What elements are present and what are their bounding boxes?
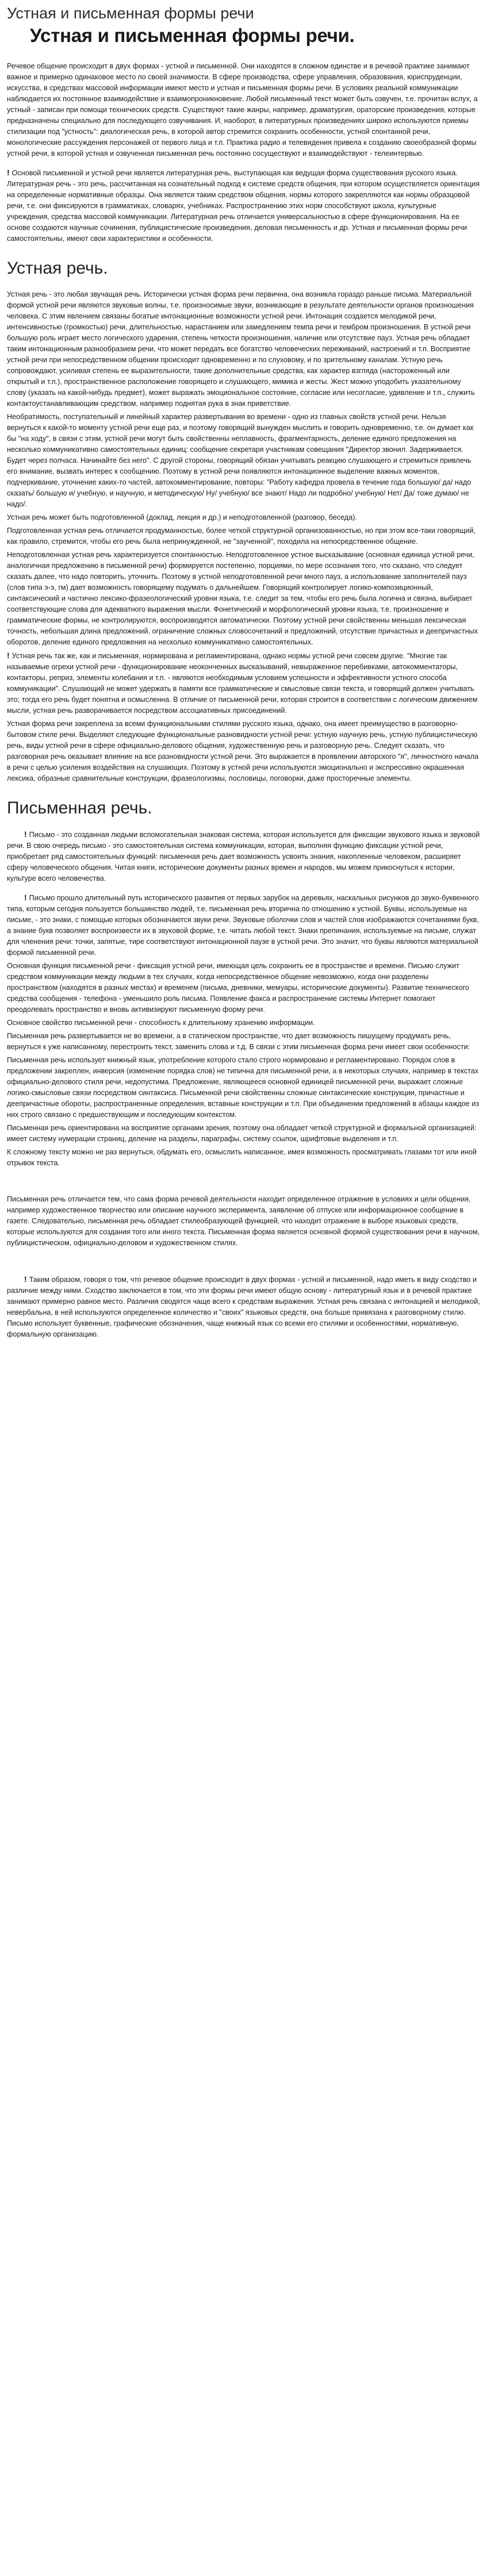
oral-paragraph-3: Устная речь может быть подготовленной (доклад, лекция и др.) и неподготовленной (разговор, беседа).	[7, 513, 357, 521]
exclamation-icon: !	[24, 893, 27, 902]
written-paragraph-6: Письменная речь использует книжный язык, употребление которого стало строго нормировано и регламентировано. Порядок слов в предложении закреплен, инверсия (изменение порядка слов) не типична для письменной речи, а в некоторых случаях, например в текстах официально-делового стиля речи, недопустима. Предложение, являющееся основной единицей письменной речи, выражает сложные логико-смысловые связи посредством синтаксиса. Письменной речи свойственны сложные синтаксические конструкции, причастные и деепричастные обороты, распространенные определения, вставные конструкции и т.п. При объединении предложений в абзацы каждое из них строго связано с предшествующим и последующим контекстом.	[7, 1056, 480, 1119]
written-paragraph-3: Основная функция письменной речи - фиксация устной речи, имеющая цель сохранить ее в пространстве и времени. Письмо служит средством коммуникации между людьми в тех случаях, когда непосредственное общение невозможно, когда они разделены пространством (находятся в разных местах) и временем (письма, дневники, мемуары, исторические документы). Развитие технического средства сообщения - телефона - уменьшило роль письма. Появление факса и распространение системы Интернет помогают преодолевать пространство и вновь активизируют письменную форму речи.	[7, 962, 469, 1013]
written-paragraph-10-text: Таким образом, говоря о том, что речевое общение происходит в двух формах - устной и письменной, надо иметь в виду сходство и различие между ними. Сходство заключается в том, что эти формы речи имеют общую основу - литературный язык и в речевой практике занимают примерно равное место. Различия сводятся чаще всего к средствам выражения. Устная речь связана с интонацией и мелодикой, невербальна, в ней используются определенное количество и "своих" языковых средств, она больше привязана к разговорному стилю. Письмо использует буквенные, графические обозначения, чаще книжный язык со всеми его стилями и особенностями, нормативную, формальную организацию.	[7, 1276, 480, 1338]
main-heading-text: Устная и письменная формы речи.	[30, 25, 355, 46]
intro-paragraph-1: Речевое общение происходит в двух формах - устной и письменной. Они находятся в сложном единстве и в речевой практике занимают важное и примерно одинаковое место по своей значимости. В сфере производства, сфере управления, образования, юриспруденции, искусства, в средствах массовой информации имеют место и устная и письменная формы речи. В условиях реальной коммуникации наблюдается их постоянное взаимодействие и взаимопроникновение. Любой письменный текст может быть озвучен, т.е. прочитан вслух, а устный - записан при помощи технических средств. Существуют такие жанры, например, драматургия, ораторские произведения, которые предназначены специально для последующего озвучивания. И, наоборот, в литературных произведениях широко используются приемы стилизации под "устность": диалогическая речь, в которой автор стремится сохранить особенности, устной спонтанной речи, монологические рассуждения персонажей от первого лица и т.п. Практика радио и телевидения привела к созданию своеобразной формы устной речи, в которой устная и озвученная письменная речь постоянно сосуществуют и взаимодействуют - телеинтервью.	[7, 62, 478, 158]
written-paragraph-1	[7, 829, 480, 884]
section-heading-written: Письменная речь.	[7, 798, 152, 817]
oral-paragraph-1: Устная речь - это любая звучащая речь. Исторически устная форма речи первична, она возникла гораздо раньше письма. Материальной формой устной речи являются звуковые волны, т.е. произносимые звуки, возникающие в результате деятельности органов произношения человека. С этим явлением связаны богатые интонационные возможности устной речи. Интонация создается мелодикой речи, интенсивностью (громкостью) речи, длительностью, нарастанием или замедлением темпа речи и тембром произношения. В устной речи большую роль играет место логического ударения, степень четкости произношения, наличие или отсутствие пауз. Устная речь обладает таким интонационным разнообразием речи, что может передать все богатство человеческих переживаний, настроений и т.п. Восприятие устной речи при непосредственном общении происходит одновременно и по слуховому, и по зрительному каналам. Устную речь сопровождают, усиливая степень ее выразительности, такие дополнительные средства, как характер взгляда (настороженный или открытый и т.п.), пространственное расположение говорящего и слушающего, мимика и жесты. Жест можно уподобить указательному слову (указать на какой-нибудь предмет), может выражать эмоциональное состояние, согласие или несогласие, удивление и т.п., служить контактоустанавливающим средством, например поднятая рука в знак приветствие.	[7, 290, 475, 408]
written-paragraph-10	[7, 1274, 480, 1340]
written-paragraph-5: Письменная речь развертывается не во времени, а в статическом пространстве, что дает возможность пишущему продумать речь, вернуться к уже написанному, перестроить текст, заменить слова и т.д. В связи с этим письменная форма речи имеет свои особенности:	[7, 1032, 470, 1051]
oral-paragraph-2: Необратимость, поступательный и линейный характер развертывания во времени - одно из главных свойств устной речи. Нельзя вернуться к какой-то моменту устной речи еще раз, и поэтому говорящий вынужден мыслить и говорить одновременно, т.е. он думает как бы "на ходу", в связи с этим, устной речи могут быть свойственны неплавность, фрагментарность, деление единого предложения на несколько коммуникативно самостоятельных единиц: сообщение секретаря участникам совещания "Директор звонил. Задерживается. Будет через полчаса. Начинайте без него". С другой стороны, говорящий обязан учитывать реакцию слушающего и стремиться привлечь его внимание, вызвать интерес к сообщению. Поэтому в устной речи появляются интонационное выделение важных моментов, подчеркивание, уточнение каких-то частей, автокомментирование, повторы: "Работу кафедра провела в течение года большую/ да/ надо сказать/ большую и/ учебную, и научную, и методическую/ Ну/ учебную/ все знают/ Надо ли подробно/ учебную/ Нет/ Да/ тоже думаю/ не надо/.	[7, 413, 474, 508]
written-paragraph-9: Письменная речь отличается тем, что сама форма речевой деятельности находит определенное отражение в условиях и цели общения, например художественное творчество или описание научного эксперимента, заявление об отпуске или информационное сообщение в газете. Следовательно, письменная речь обладает стилеобразующей функцией, что находит отражение в выборе языковых средств, которые используются для создания того или иного текста. Письменная форма является основной формой существования речи в научном, публицистическом, официально-деловом и художественном стилях.	[7, 1195, 480, 1247]
intro-paragraph-2	[7, 167, 480, 244]
written-paragraph-2	[7, 892, 480, 958]
blank-space	[7, 1171, 480, 1194]
main-heading	[7, 24, 480, 47]
document-title: Устная и письменная формы речи	[7, 5, 254, 22]
written-paragraph-2-text: Письмо прошло длительный путь исторического развития от первых зарубок на деревьях, наскальных рисунков до звуко-буквенного типа, которым сегодня пользуется большинство людей, т.е. письменная речь вторична по отношению к устной. Буквы, используемые на письме, - это знаки, с помощью которых обозначаются звуки речи. Звуковые оболочки слов и частей слов изображаются сочетаниями букв, а знание букв позволяет воспроизвести их в звуковой форме, т.е. читать любой текст. Знаки препинания, используемые на письме, служат для членения речи: точки, запятые, тире соответствуют интонационной паузе в устной речи. Это значит, что буквы являются материальной формой письменной речи.	[7, 894, 479, 957]
exclamation-icon: !	[24, 830, 27, 839]
blank-space	[7, 1251, 480, 1274]
written-paragraph-8: К сложному тексту можно не раз вернуться, обдумать его, осмыслить написанное, имея возможность просматривать глазами тот или иной отрывок текста.	[7, 1148, 477, 1167]
written-paragraph-1-text: Письмо - это созданная людьми вспомогательная знаковая система, которая используется для фиксации звукового языка и звуковой речи. В свою очередь письмо - это самостоятельная система коммуникации, которая, выполняя функцию фиксации устной речи, приобретает ряд самостоятельных функций: письменная речь дает возможность усвоить знания, накопленные человеком, расширяет сферу человеческого общения. Читая книги, исторические документы разных времен и народов, мы можем прикоснуться к истории, культуре всего человечества.	[7, 831, 480, 882]
oral-paragraph-6-text: Устная речь так же, как и письменная, нормирована и регламентирована, однако нормы устной речи совсем другие. "Многие так называемые огрехи устной речи - функционирование неоконченных высказываний, невыраженное перебивками, автокомментаторы, контакторы, реприз, элементы колебания и т.п. - являются необходимым условием успешности и эффективности устного способа коммуникации". Слушающий не может удержать в памяти все грамматические и смысловые связи текста, и говорящий должен учитывать это; тогда его речь будет понятна и осмысленна. В отличие от письменной речи, которая строится в соответствии с логическим движением мысли, устная речь разворачивается посредством ассоциативных присоединений.	[7, 652, 478, 715]
exclamation-icon: !	[7, 168, 10, 177]
exclamation-icon: !	[24, 1274, 27, 1284]
oral-paragraph-4: Подготовленная устная речь отличается продуманностью, более четкой структурной организованностью, но при этом все-таки говорящий, как правило, стремится, чтобы его речь была непринужденной, не "заученной", походила на непосредственное общение.	[7, 527, 476, 546]
oral-paragraph-6	[7, 650, 480, 716]
written-paragraph-7: Письменная речь ориентирована на восприятие органами зрения, поэтому она обладает четкой структурной и формальной организацией: имеет систему нумерации страниц, деление на разделы, параграфы, систему ссылок, шрифтовые выделения и т.п.	[7, 1124, 477, 1143]
exclamation-icon: !	[7, 651, 10, 660]
oral-paragraph-5: Неподготовленная устная речь характеризуется спонтанностью. Неподготовленное устное высказывание (основная единица устной речи, аналогичная предложению в письменной речи) формируется постепенно, порциями, по мере осознания того, что сказано, что следует сказать далее, что надо повторить, уточнить. Поэтому в устной неподготовленной речи много пауз, а использование заполнителей пауз (слов типа э-э, гм) дает возможность говорящему подумать о дальнейшем. Говорящий контролирует логико-композиционный, синтаксический и частично лексико-фразеологический уровни языка, т.е. следит за тем, чтобы его речь была логична и связна, выбирает соответствующие слова для адекватного выражения мысли. Фонетический и морфологический уровни языка, т.е. произношение и грамматические формы, не контролируются, воспроизводятся автоматически. Поэтому устной речи свойственны меньшая лексическая точность, небольшая длина предложений, ограничение сложных словосочетаний и предложений, отсутствие причастных и деепричастных оборотов, деление единого предложения на несколько коммуникативно самостоятельных.	[7, 551, 478, 646]
intro-paragraph-2-text: Основой письменной и устной речи является литературная речь, выступающая как ведущая форма существования русского языка. Литературная речь - это речь, рассчитанная на сознательный подход к системе средств общения, при котором осуществляется ориентация на определенные нормативные образцы. Она является таким средством общения, нормы которого закрепляются как нормы образцовой речи, т.е. они фиксируются в грамматиках, словарях, учебниках. Распространению этих норм способствуют школа, культурные учреждения, средства массовой коммуникации. Литературная речь отличается универсальностью в сфере функционирования. На ее основе создаются научные сочинения, публицистические произведения, деловая письменность и др. Устная и письменная формы речи самостоятельны, имеют свои характеристики и особенности.	[7, 169, 480, 243]
section-heading-oral: Устная речь.	[7, 259, 108, 278]
written-paragraph-4: Основное свойство письменной речи - способность к длительному хранению информации.	[7, 1019, 315, 1027]
oral-paragraph-7: Устная форма речи закреплена за всеми функциональными стилями русского языка, однако, она имеет преимущество в разговорно-бытовом стиле речи. Выделяют следующие функциональные разновидности устной речи: устную научную речь, устную публицистическую речь, виды устной речи в сфере официально-делового общения, художественную речь и разговорную речь. Следует сказать, что разговорная речь оказывает влияние на все разновидности устной речи. Это выражается в проявлении авторского "я", личностного начала в речи с целью усиления воздействия на слушающих. Поэтому в устной речи используются эмоционально и экспрессивно окрашенная лексика, образные сравнительные конструкции, фразеологизмы, пословицы, поговорки, даже просторечные элементы.	[7, 720, 479, 782]
